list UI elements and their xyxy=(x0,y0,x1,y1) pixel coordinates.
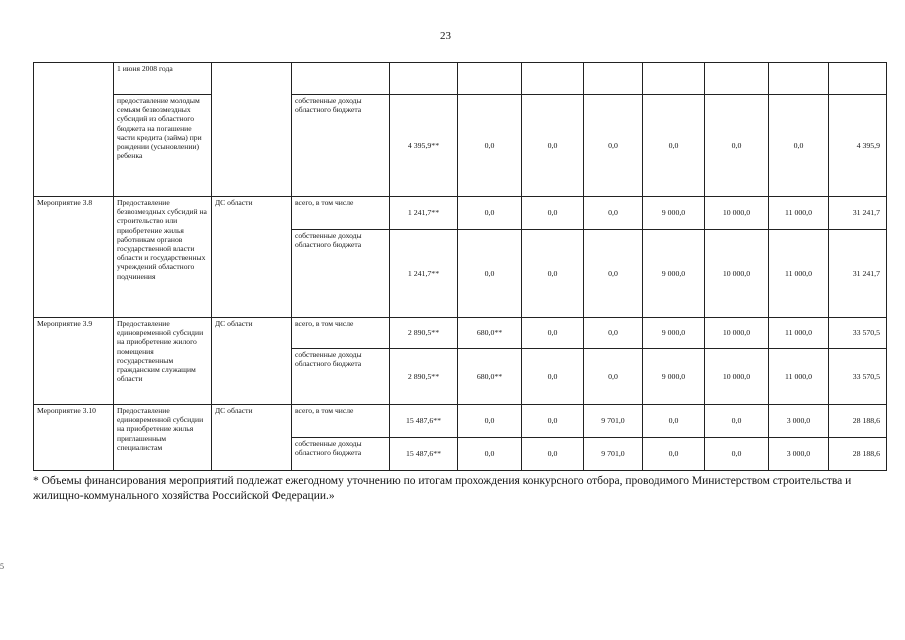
source-cell: собственные доходы областного бюджета xyxy=(292,438,390,471)
description-cell: предоставление молодым семьям безвозмездных субсидий из областного бюджета на погашение части кредита (займа) при рождении (усыновлении) ребенка xyxy=(114,95,212,197)
source-cell xyxy=(292,63,390,95)
value-cell: 10 000,0 xyxy=(705,230,769,318)
footnote: * Объемы финансирования мероприятий подлежат ежегодному уточнению по итогам прохождения конкурсного отбора, проводимого Министерством строительства и жилищно-коммунального хозяйства Российской Федерации.» xyxy=(33,475,852,502)
value-cell: 0,0 xyxy=(522,230,584,318)
value-cell: 0,0 xyxy=(643,95,705,197)
total-cell: 28 188,6 xyxy=(829,405,887,438)
value-cell: 1 241,7** xyxy=(390,197,458,230)
value-cell: 0,0 xyxy=(522,318,584,349)
value-cell: 0,0 xyxy=(584,95,643,197)
table-row xyxy=(34,318,887,349)
value-cell: 0,0 xyxy=(522,95,584,197)
value-cell: 0,0 xyxy=(522,438,584,471)
value-cell: 0,0 xyxy=(769,95,829,197)
value-cell: 0,0 xyxy=(458,197,522,230)
value-cell: 3 000,0 xyxy=(769,405,829,438)
value-cell: 11 000,0 xyxy=(769,349,829,405)
value-cell: 11 000,0 xyxy=(769,318,829,349)
value-cell: 0,0 xyxy=(643,405,705,438)
value-cell: 2 890,5** xyxy=(390,349,458,405)
value-cell: 0,0 xyxy=(458,405,522,438)
value-cell: 0,0 xyxy=(705,405,769,438)
total-cell: 31 241,7 xyxy=(829,197,887,230)
edge-mark: 5 xyxy=(0,562,4,571)
value-cell: 15 487,6** xyxy=(390,405,458,438)
source-cell: всего, в том числе xyxy=(292,405,390,438)
value-cell: 9 701,0 xyxy=(584,405,643,438)
value-cell: 0,0 xyxy=(458,438,522,471)
value-cell: 0,0 xyxy=(705,95,769,197)
value-cell: 9 000,0 xyxy=(643,197,705,230)
value-cell: 9 701,0 xyxy=(584,438,643,471)
value-cell: 0,0 xyxy=(705,438,769,471)
value-cell: 10 000,0 xyxy=(705,318,769,349)
value-cell: 0,0 xyxy=(584,318,643,349)
page-number: 23 xyxy=(440,30,451,42)
source-cell: собственные доходы областного бюджета xyxy=(292,349,390,405)
value-cell: 11 000,0 xyxy=(769,230,829,318)
table-row xyxy=(34,63,887,95)
total-cell: 33 570,5 xyxy=(829,349,887,405)
description-cell: Предоставление безвозмездных субсидий на строительство или приобретение жилья работникам органов государственной власти области и государственных учреждений областного подчинения xyxy=(114,197,212,318)
value-cell: 3 000,0 xyxy=(769,438,829,471)
table-row xyxy=(34,405,887,438)
source-cell: всего, в том числе xyxy=(292,318,390,349)
value-cell: 0,0 xyxy=(584,230,643,318)
description-cell: 1 июня 2008 года xyxy=(114,63,212,95)
total-cell: 31 241,7 xyxy=(829,230,887,318)
source-cell: всего, в том числе xyxy=(292,197,390,230)
value-cell: 4 395,9** xyxy=(390,95,458,197)
source-cell: собственные доходы областного бюджета xyxy=(292,95,390,197)
value-cell: 680,0** xyxy=(458,318,522,349)
table-row xyxy=(34,95,887,197)
total-cell: 4 395,9 xyxy=(829,95,887,197)
total-cell: 33 570,5 xyxy=(829,318,887,349)
value-cell: 9 000,0 xyxy=(643,230,705,318)
funding-table xyxy=(33,62,887,471)
measure-cell xyxy=(34,63,114,197)
value-cell: 9 000,0 xyxy=(643,318,705,349)
value-cell: 0,0 xyxy=(522,405,584,438)
value-cell: 1 241,7** xyxy=(390,230,458,318)
value-cell: 0,0 xyxy=(458,230,522,318)
executor-cell: ДС области xyxy=(212,318,292,405)
value-cell: 15 487,6** xyxy=(390,438,458,471)
description-cell: Предоставление единовременной субсидии на приобретение жилья приглашенным специалистам xyxy=(114,405,212,471)
value-cell: 680,0** xyxy=(458,349,522,405)
value-cell: 9 000,0 xyxy=(643,349,705,405)
description-cell: Предоставление единовременной субсидии на приобретение жилого помещения государственным гражданским служащим области xyxy=(114,318,212,405)
value-cell: 10 000,0 xyxy=(705,197,769,230)
executor-cell xyxy=(212,63,292,197)
measure-cell: Мероприятие 3.10 xyxy=(34,405,114,471)
value-cell: 10 000,0 xyxy=(705,349,769,405)
value-cell: 0,0 xyxy=(643,438,705,471)
value-cell: 0,0 xyxy=(584,349,643,405)
value-cell: 0,0 xyxy=(458,95,522,197)
table-row xyxy=(34,197,887,230)
measure-cell: Мероприятие 3.9 xyxy=(34,318,114,405)
value-cell: 0,0 xyxy=(522,349,584,405)
value-cell: 2 890,5** xyxy=(390,318,458,349)
value-cell: 11 000,0 xyxy=(769,197,829,230)
value-cell: 0,0 xyxy=(584,197,643,230)
executor-cell: ДС области xyxy=(212,197,292,318)
value-cell: 0,0 xyxy=(522,197,584,230)
source-cell: собственные доходы областного бюджета xyxy=(292,230,390,318)
total-cell: 28 188,6 xyxy=(829,438,887,471)
executor-cell: ДС области xyxy=(212,405,292,471)
measure-cell: Мероприятие 3.8 xyxy=(34,197,114,318)
